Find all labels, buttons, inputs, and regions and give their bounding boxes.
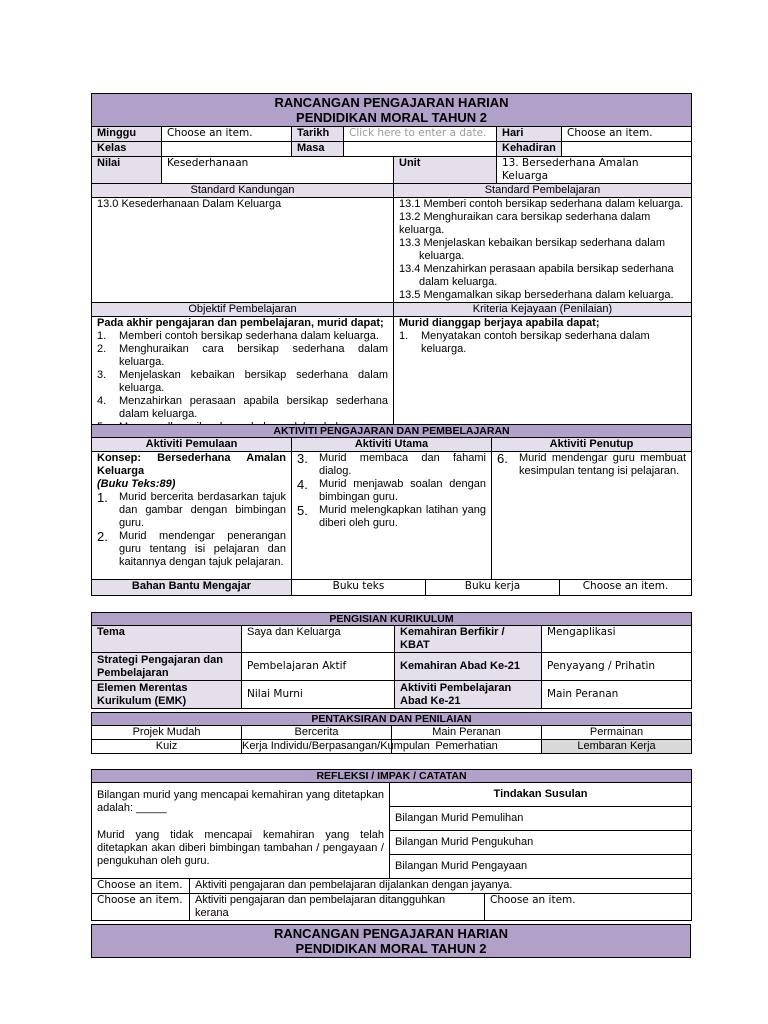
refleksi-table <box>91 769 692 921</box>
tema-label: Tema <box>92 626 242 653</box>
emk-label: Elemen Merentas Kurikulum (EMK) <box>92 681 242 709</box>
status-text-1: Aktiviti pengajaran dan pembelajaran dijalankan dengan jayanya. <box>190 879 692 894</box>
bilangan-pengayaan: Bilangan Murid Pengayaan <box>390 855 692 879</box>
sp-item-cont: dalam keluarga. <box>419 276 498 288</box>
aktiviti-pemulaan-header: Aktiviti Pemulaan <box>92 438 292 452</box>
refleksi-p2: Murid yang tidak mencapai kemahiran yang telah ditetapkan akan diberi bimbingan tambahan / pengayaan / pengukuhan oleh guru. <box>97 829 384 867</box>
sp-item: 13.4 Menzahirkan perasaan apabila bersikap sederhana <box>399 263 674 275</box>
penutup-item: 6. Murid mendengar guru membuat kesimpulan tentang isi pelajaran. <box>497 451 687 477</box>
kriteria-header: Kriteria Kejayaan (Penilaian) <box>394 303 692 317</box>
aktiviti-header: AKTIVITI PENGAJARAN DAN PEMBELAJARAN <box>92 425 692 438</box>
status-text-2: Aktiviti pengajaran dan pembelajaran ditangguhkan kerana <box>190 894 485 921</box>
pentaksiran-option[interactable]: Permainan <box>542 726 692 740</box>
kurikulum-table <box>91 612 692 709</box>
title-line2: PENDIDIKAN MORAL TAHUN 2 <box>296 110 487 125</box>
pentaksiran-option[interactable]: Kuiz <box>92 740 242 754</box>
tarikh-date-picker[interactable]: Click here to enter a date. <box>344 127 497 142</box>
objektif-header: Objektif Pembelajaran <box>92 303 394 317</box>
kelas-field[interactable] <box>162 142 292 157</box>
abad21-label: Kemahiran Abad Ke-21 <box>395 653 542 681</box>
page-title <box>92 94 692 127</box>
masa-label: Masa <box>292 142 344 157</box>
konsep-text: Konsep: Bersederhana Amalan Keluarga <box>97 452 286 477</box>
next-page-title <box>92 925 691 958</box>
status-dropdown-3[interactable]: Choose an item. <box>485 894 692 921</box>
standard-pembelajaran-list <box>394 198 692 303</box>
pentaksiran-table <box>91 712 692 754</box>
refleksi-text <box>92 783 390 879</box>
status-dropdown-1[interactable]: Choose an item. <box>92 879 190 894</box>
aktiviti-penutup-header: Aktiviti Penutup <box>492 438 692 452</box>
bbm-dropdowns <box>426 580 692 596</box>
objektif-content <box>92 317 394 435</box>
unit-value[interactable]: 13. Bersederhana Amalan Keluarga <box>497 157 692 184</box>
bilangan-pemulihan: Bilangan Murid Pemulihan <box>390 807 692 831</box>
refleksi-p1: Bilangan murid yang mencapai kemahiran yang ditetapkan adalah: _____ <box>97 789 384 814</box>
buku-teks-ref: (Buku Teks:89) <box>97 478 176 490</box>
strategi-label: Strategi Pengajaran dan Pembelajaran <box>92 653 242 681</box>
bbm-dropdown-2[interactable]: Buku kerja <box>426 580 560 595</box>
tindakan-susulan-label: Tindakan Susulan <box>390 783 692 807</box>
objektif-item: 4. Menzahirkan perasaan apabila bersikap sederhana dalam keluarga. <box>97 395 388 420</box>
kbat-label: Kemahiran Berfikir / KBAT <box>395 626 542 653</box>
bilangan-pengukuhan: Bilangan Murid Pengukuhan <box>390 831 692 855</box>
objektif-item: 1. Memberi contoh bersikap sederhana dalam keluarga. <box>97 330 379 342</box>
nilai-value[interactable]: Kesederhanaan <box>162 157 394 184</box>
pentaksiran-option[interactable]: Kerja Individu/Berpasangan/Kumpulan <box>242 740 430 752</box>
kbat-value[interactable]: Mengaplikasi <box>542 626 692 653</box>
kriteria-intro: Murid dianggap berjaya apabila dapat; <box>399 317 600 329</box>
masa-field[interactable] <box>344 142 497 157</box>
aktiviti-penutup-content <box>492 452 692 580</box>
utama-item: 4. Murid menjawab soalan dengan bimbingan guru. <box>297 477 486 503</box>
strategi-value[interactable]: Pembelajaran Aktif <box>242 653 395 681</box>
minggu-dropdown[interactable]: Choose an item. <box>162 127 292 142</box>
objektif-item: 3. Menjelaskan kebaikan bersikap sederhana dalam keluarga. <box>97 369 388 394</box>
standard-pembelajaran-header: Standard Pembelajaran <box>394 184 692 198</box>
minggu-label: Minggu <box>92 127 162 142</box>
pemulaan-item: 2. Murid mendengar penerangan guru tentang isi pelajaran dan kaitannya dengan tajuk pelajaran. <box>97 529 286 568</box>
nilai-label: Nilai <box>92 157 162 184</box>
pentaksiran-option[interactable]: Projek Mudah <box>92 726 242 740</box>
bbm-label: Bahan Bantu Mengajar <box>92 580 292 596</box>
emk-value[interactable]: Nilai Murni <box>242 681 395 709</box>
hari-label: Hari <box>497 127 562 142</box>
next-page-title-table <box>91 924 691 958</box>
pentaksiran-option[interactable]: Bercerita <box>242 726 392 740</box>
bbm-dropdown-3[interactable]: Choose an item. <box>582 580 669 592</box>
sp-item: 13.1 Memberi contoh bersikap sederhana dalam keluarga. <box>399 198 684 210</box>
next-title-line1: RANCANGAN PENGAJARAN HARIAN <box>273 926 508 941</box>
pentaksiran-option[interactable]: Pemerhatian <box>392 740 542 754</box>
title-line1: RANCANGAN PENGAJARAN HARIAN <box>274 95 509 110</box>
sp-item: 13.3 Menjelaskan kebaikan bersikap sederhana dalam <box>399 237 666 249</box>
aktiviti-table <box>91 424 692 596</box>
aktiviti-abad21-label: Aktiviti Pembelajaran Abad Ke-21 <box>395 681 542 709</box>
refleksi-header: REFLEKSI / IMPAK / CATATAN <box>92 770 692 783</box>
sp-item-cont: keluarga. <box>419 250 465 262</box>
pentaksiran-header: PENTAKSIRAN DAN PENILAIAN <box>92 713 692 726</box>
lesson-plan-table <box>91 93 692 435</box>
kehadiran-field[interactable] <box>562 142 692 157</box>
aktiviti-utama-content <box>292 452 492 580</box>
aktiviti-utama-header: Aktiviti Utama <box>292 438 492 452</box>
kelas-label: Kelas <box>92 142 162 157</box>
utama-item: 3. Murid membaca dan fahami dialog. <box>297 451 486 477</box>
objektif-intro: Pada akhir pengajaran dan pembelajaran, murid dapat; <box>97 317 384 329</box>
pemulaan-item: 1. Murid bercerita berdasarkan tajuk dan gambar dengan bimbingan guru. <box>97 490 286 529</box>
tema-value[interactable]: Saya dan Keluarga <box>242 626 395 653</box>
sp-item: 13.2 Menghuraikan cara bersikap sederhana dalam keluarga. <box>399 211 651 236</box>
bbm-dropdown-1[interactable]: Buku teks <box>292 580 426 596</box>
kehadiran-label: Kehadiran <box>497 142 562 157</box>
standard-kandungan-header: Standard Kandungan <box>92 184 394 198</box>
pentaksiran-option[interactable]: Main Peranan <box>392 726 542 740</box>
utama-item: 5. Murid melengkapkan latihan yang diberi oleh guru. <box>297 503 486 529</box>
kriteria-content <box>394 317 692 435</box>
sp-item: 13.5 Mengamalkan sikap bersederhana dalam keluarga. <box>399 289 674 301</box>
unit-label: Unit <box>394 157 497 184</box>
standard-kandungan-text: 13.0 Kesederhanaan Dalam Keluarga <box>92 198 394 303</box>
aktiviti-abad21-value[interactable]: Main Peranan <box>542 681 692 709</box>
kriteria-item: 1. Menyatakan contoh bersikap sederhana dalam keluarga. <box>399 330 650 355</box>
abad21-value[interactable]: Penyayang / Prihatin <box>542 653 692 681</box>
hari-dropdown[interactable]: Choose an item. <box>562 127 692 142</box>
objektif-item: 2. Menghuraikan cara bersikap sederhana dalam keluarga. <box>97 343 388 368</box>
next-title-line2: PENDIDIKAN MORAL TAHUN 2 <box>295 941 487 956</box>
aktiviti-pemulaan-content <box>92 452 292 580</box>
status-dropdown-2[interactable]: Choose an item. <box>92 894 190 921</box>
kurikulum-header: PENGISIAN KURIKULUM <box>92 613 692 626</box>
tarikh-label: Tarikh <box>292 127 344 142</box>
pentaksiran-option-selected[interactable]: Lembaran Kerja <box>542 740 692 754</box>
